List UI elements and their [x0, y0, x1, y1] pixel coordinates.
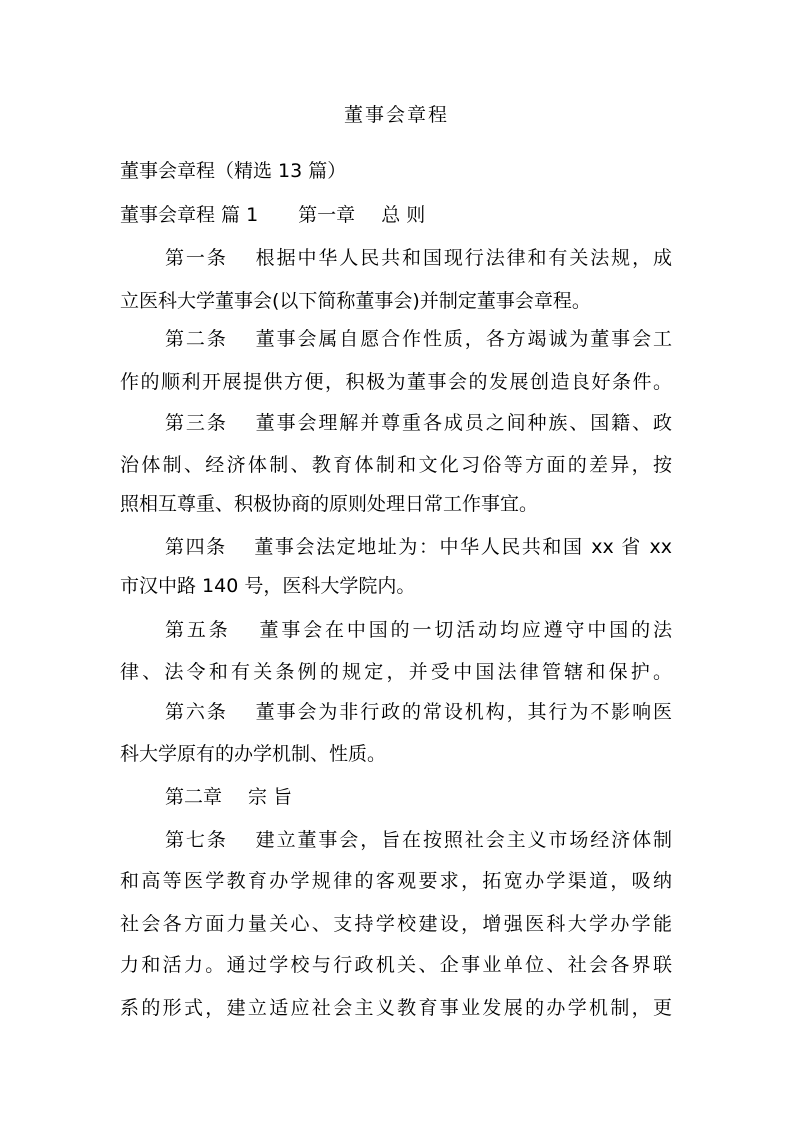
chapter-2-heading — [165, 783, 292, 811]
document-subtitle: 董事会章程（精选 13 篇） — [120, 160, 347, 182]
chapter-2-name: 宗 旨 — [248, 786, 293, 808]
article-4-line-1: 第四条 董事会法定地址为：中华人民共和国 xx 省 xx — [165, 536, 672, 558]
article-1-number: 第一条 — [165, 247, 228, 269]
article-7-line-4: 力和活力。通过学校与行政机关、企事业单位、社会各界联 — [120, 954, 672, 976]
article-2-number: 第二条 — [165, 328, 228, 350]
article-3-number: 第三条 — [165, 412, 228, 434]
article-6-line-2: 科大学原有的办学机制、性质。 — [120, 743, 387, 765]
article-5-line-2: 律、法令和有关条例的规定，并受中国法律管辖和保护。 — [120, 661, 672, 683]
article-3-line-3: 照相互尊重、积极协商的原则处理日常工作事宜。 — [120, 493, 539, 515]
article-6-number: 第六条 — [165, 701, 228, 723]
article-7-line-1: 第七条 建立董事会，旨在按照社会主义市场经济体制 — [165, 829, 672, 851]
chapter-1-number: 第一章 — [298, 204, 356, 226]
article-4-number: 第四条 — [165, 536, 227, 558]
article-5-line-1: 第五条 董事会在中国的一切活动均应遵守中国的法 — [165, 619, 672, 641]
article-2-line-1: 第二条 董事会属自愿合作性质，各方竭诚为董事会工 — [165, 328, 672, 350]
article-4-line-2: 市汉中路 140 号，医科大学院内。 — [120, 575, 416, 597]
section-heading — [120, 201, 425, 229]
chapter-2-number: 第二章 — [165, 786, 223, 808]
article-6-line-1: 第六条 董事会为非行政的常设机构，其行为不影响医 — [165, 701, 672, 723]
article-1-line-1: 第一条 根据中华人民共和国现行法律和有关法规，成 — [165, 247, 672, 269]
article-7-line-3: 社会各方面力量关心、支持学校建设，增强医科大学办学能 — [120, 913, 672, 935]
section-label: 董事会章程 篇 1 — [120, 204, 259, 226]
article-5-number: 第五条 — [165, 619, 231, 641]
article-7-number: 第七条 — [165, 829, 228, 851]
chapter-1-name: 总 则 — [381, 204, 426, 226]
article-3-line-2: 治体制、经济体制、教育体制和文化习俗等方面的差异，按 — [120, 454, 672, 476]
article-7-line-2: 和高等医学教育办学规律的客观要求，拓宽办学渠道，吸纳 — [120, 870, 672, 892]
article-2-line-2: 作的顺利开展提供方便，积极为董事会的发展创造良好条件。 — [120, 371, 672, 393]
article-3-line-1: 第三条 董事会理解并尊重各成员之间种族、国籍、政 — [165, 412, 672, 434]
article-7-line-5: 系的形式，建立适应社会主义教育事业发展的办学机制，更 — [120, 997, 672, 1019]
article-1-line-2: 立医科大学董事会(以下简称董事会)并制定董事会章程。 — [120, 290, 591, 312]
document-title: 董事会章程 — [343, 104, 449, 126]
